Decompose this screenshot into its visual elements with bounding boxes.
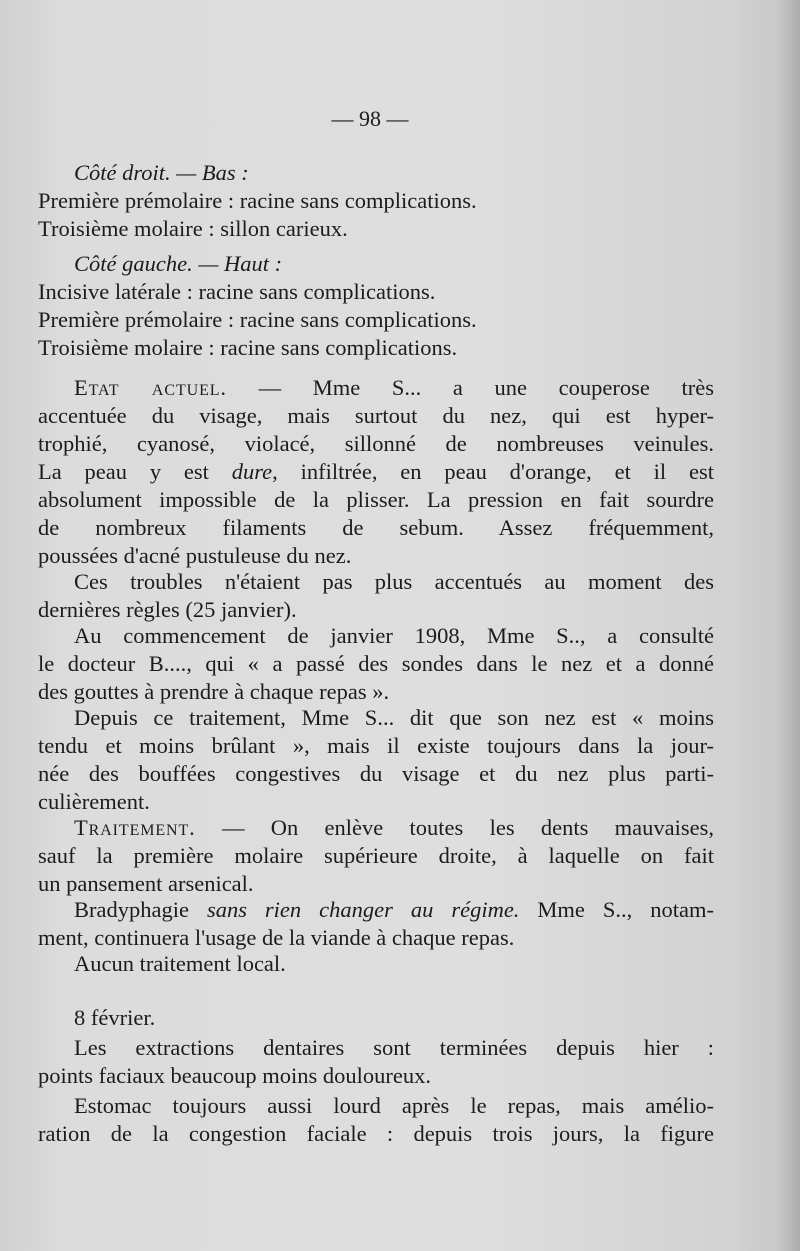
text-line (38, 305, 477, 335)
text-run: poussées d'acné pustuleuse du nez. (38, 543, 352, 568)
text-line (74, 621, 714, 651)
text-run: née des bouffées congestives du visage et du nez plus parti- (38, 761, 714, 786)
text-line (38, 485, 714, 515)
text-run: Estomac toujours aussi lourd après le repas, mais amélio- (74, 1093, 714, 1118)
text-run: un pansement arsenical. (38, 871, 254, 896)
text-run: Première prémolaire : racine sans complications. (38, 188, 477, 213)
italic-text: dure (231, 459, 273, 484)
text-line (38, 277, 435, 307)
text-line (74, 158, 249, 188)
italic-text: sans rien changer au régime. (206, 897, 520, 922)
text-run: — Mme S... a une couperose très (226, 375, 714, 400)
text-run: ration de la congestion faciale : depuis trois jours, la figure (38, 1121, 714, 1146)
text-run: Bradyphagie (74, 897, 207, 922)
text-run: culièrement. (38, 789, 150, 814)
text-run: Première prémolaire : racine sans complications. (38, 307, 477, 332)
text-line (38, 649, 714, 679)
text-run: , infiltrée, en peau d'orange, et il est (272, 459, 714, 484)
text-line (74, 703, 714, 733)
page-number: — 98 — (331, 106, 409, 131)
text-run: Au commencement de janvier 1908, Mme S.., a consulté (74, 623, 714, 648)
text-run: Depuis ce traitement, Mme S... dit que son nez est « moins (74, 705, 714, 730)
text-line (38, 333, 457, 363)
section-heading: Traitement. (74, 815, 196, 840)
italic-text: Côté droit. — Bas : (74, 160, 249, 185)
text-line (74, 949, 286, 979)
text-run: — On enlève toutes les dents mauvaises, (195, 815, 714, 840)
text-line (38, 186, 477, 216)
text-run: des gouttes à prendre à chaque repas ». (38, 679, 390, 704)
text-line (74, 249, 282, 279)
text-run: dernières règles (25 janvier). (38, 597, 297, 622)
text-run: Ces troubles n'étaient pas plus accentués au moment des (74, 569, 714, 594)
text-line (74, 1033, 714, 1063)
text-line (74, 1091, 714, 1121)
text-line (38, 841, 714, 871)
text-line (38, 1119, 714, 1149)
text-run: sauf la première molaire supérieure droite, à laquelle on fait (38, 843, 714, 868)
text-line (38, 401, 714, 431)
text-run: Troisième molaire : sillon carieux. (38, 216, 348, 241)
text-line (74, 813, 714, 843)
text-run: Mme S.., notam- (519, 897, 714, 922)
italic-text: Côté gauche. — Haut : (74, 251, 283, 276)
text-line (38, 759, 714, 789)
text-run: Les extractions dentaires sont terminées depuis hier : (74, 1035, 714, 1060)
text-run: Troisième molaire : racine sans complications. (38, 335, 458, 360)
text-line (38, 214, 348, 244)
text-line (74, 373, 714, 403)
text-line (38, 429, 714, 459)
text-line (38, 457, 714, 487)
text-run: Aucun traitement local. (74, 951, 286, 976)
text-line (38, 731, 714, 761)
text-line (38, 1061, 431, 1091)
text-run: Incisive latérale : racine sans complications. (38, 279, 436, 304)
text-run: points faciaux beaucoup moins douloureux. (38, 1063, 432, 1088)
page-edge-shadow (778, 0, 800, 1251)
text-line (74, 1003, 155, 1033)
text-run: tendu et moins brûlant », mais il existe toujours dans la jour- (38, 733, 714, 758)
text-run: La peau y est (38, 459, 232, 484)
text-run: ment, continuera l'usage de la viande à chaque repas. (38, 925, 515, 950)
text-line (74, 895, 714, 925)
section-heading: Etat actuel. (74, 375, 227, 400)
text-run: de nombreux filaments de sebum. Assez fréquemment, (38, 515, 714, 540)
text-line (38, 513, 714, 543)
text-run: absolument impossible de la plisser. La pression en fait sourdre (38, 487, 714, 512)
text-line (74, 567, 714, 597)
text-run: 8 février. (74, 1005, 156, 1030)
text-run: le docteur B...., qui « a passé des sondes dans le nez et a donné (38, 651, 714, 676)
text-run: trophié, cyanosé, violacé, sillonné de nombreuses veinules. (38, 431, 714, 456)
text-run: accentuée du visage, mais surtout du nez, qui est hyper- (38, 403, 714, 428)
